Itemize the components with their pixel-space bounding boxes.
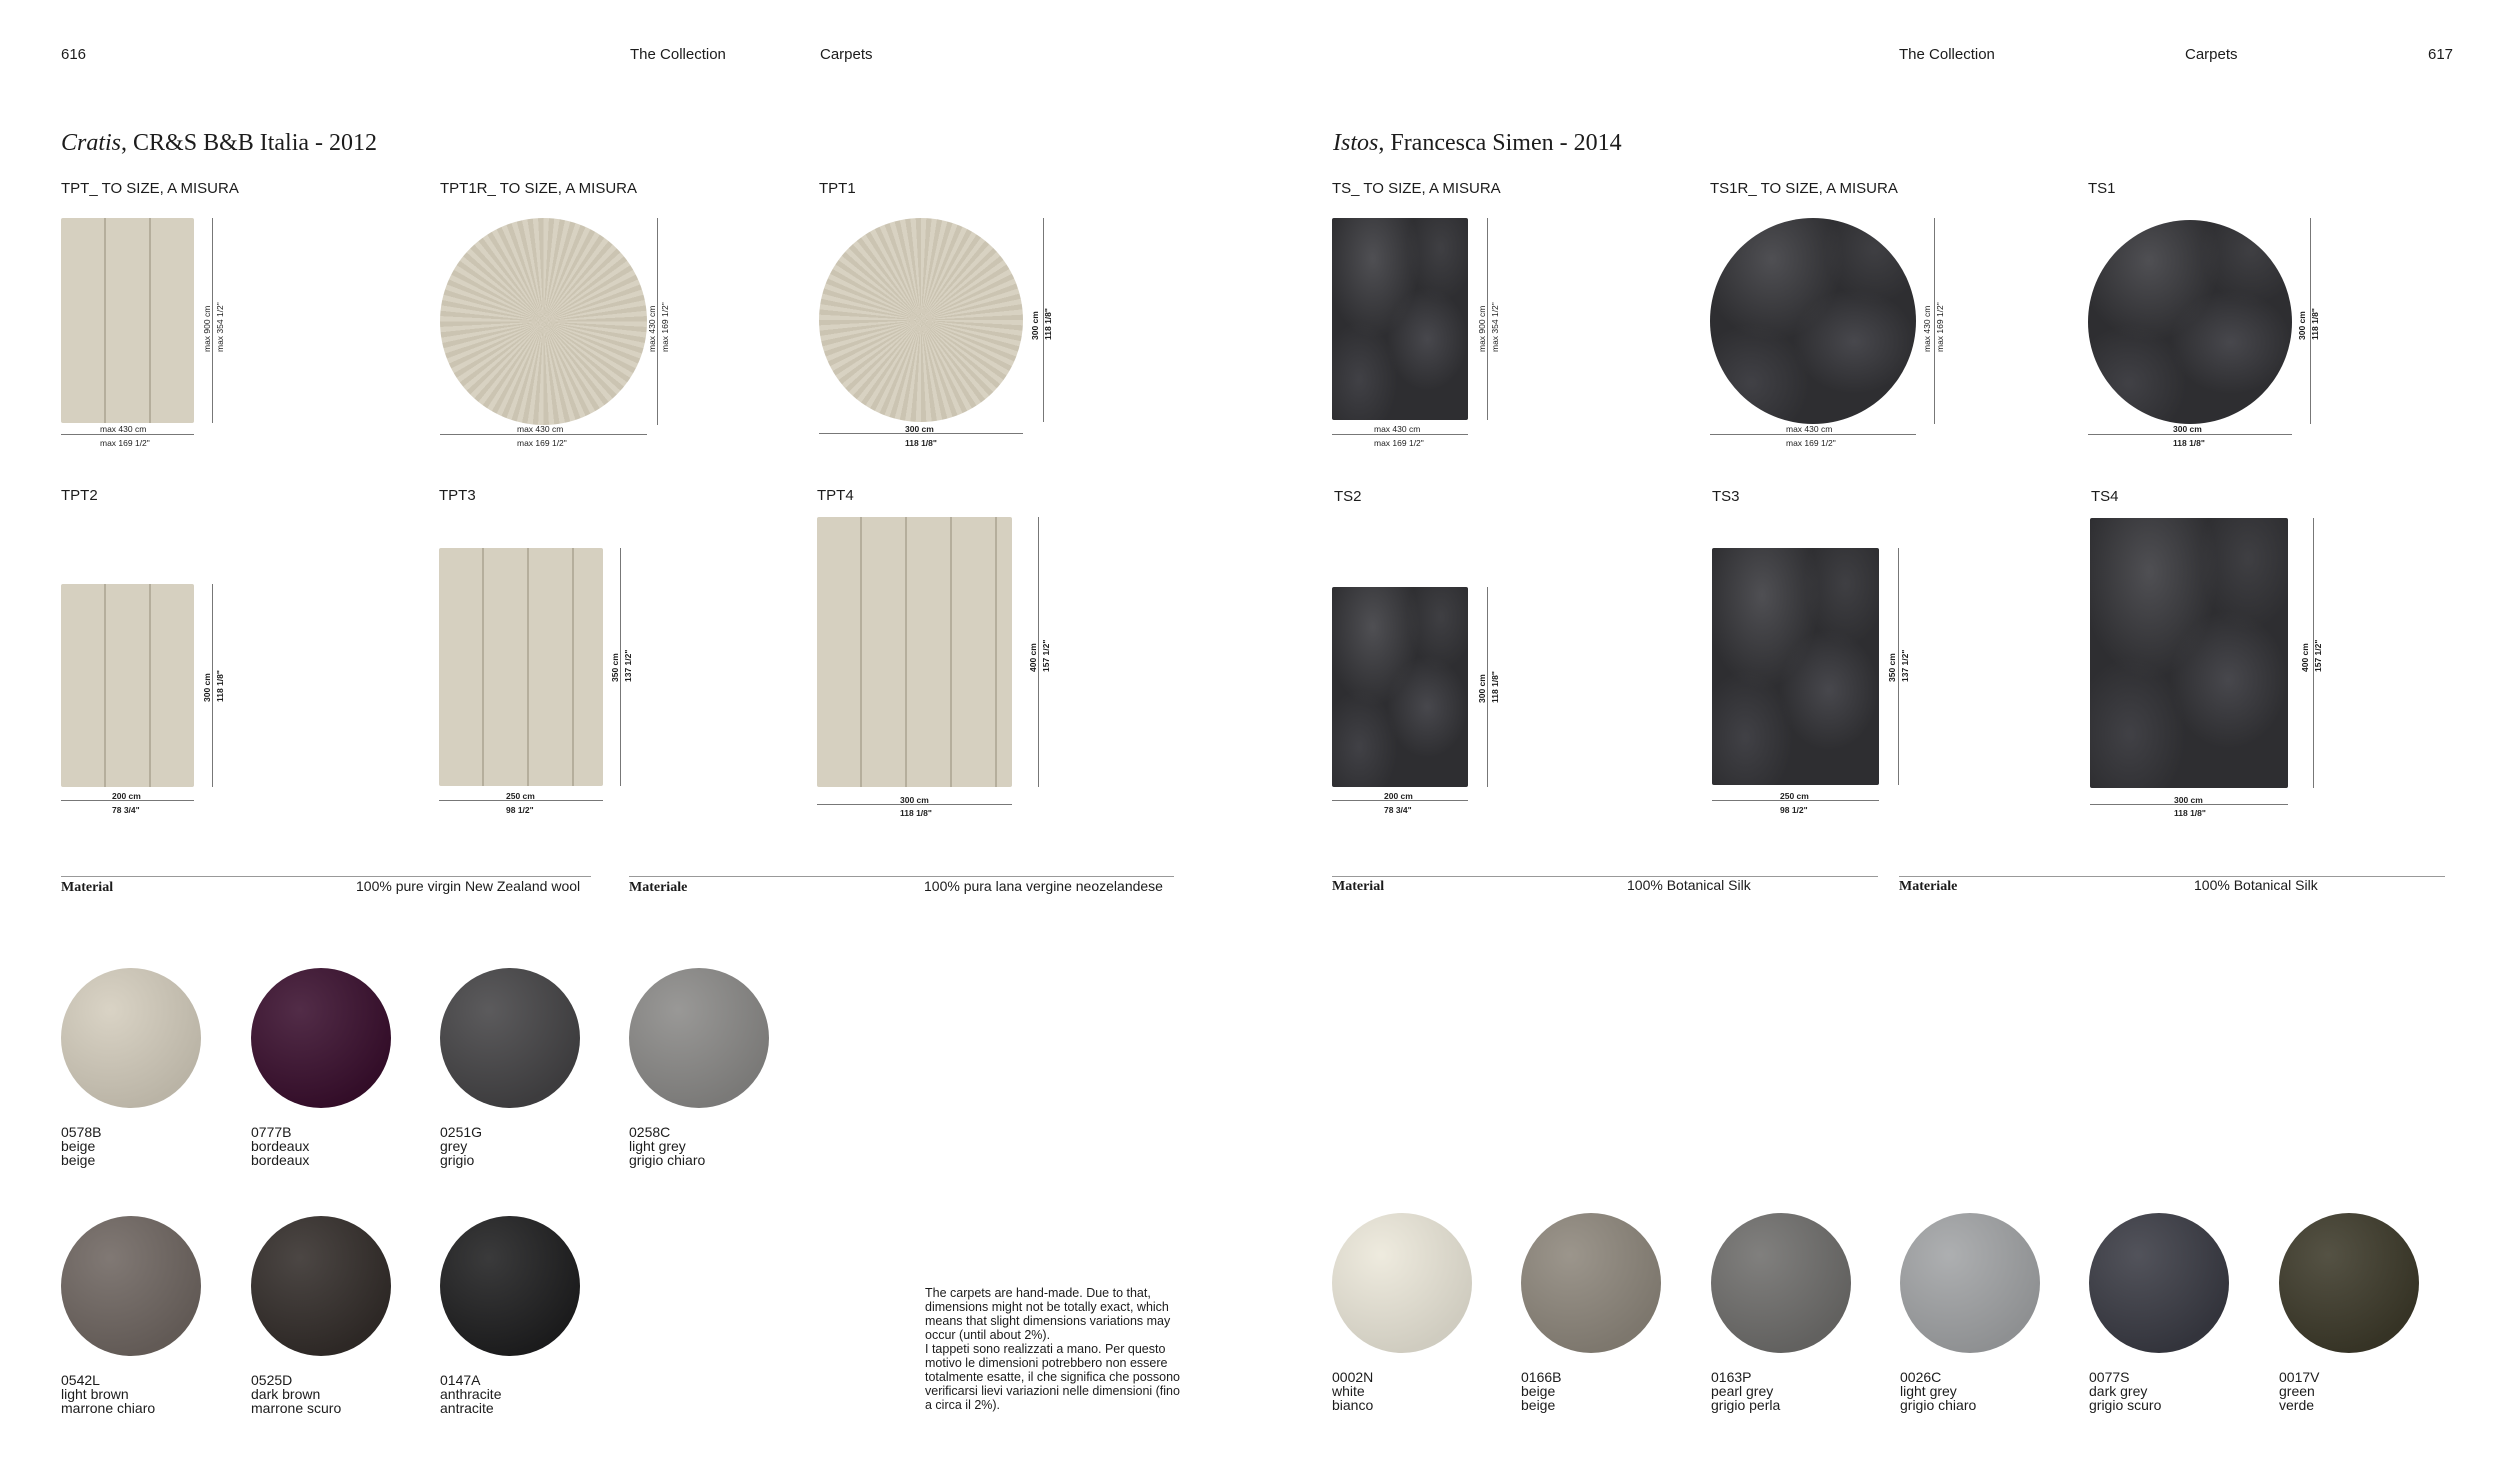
dimension-label: 300 cm [1030, 311, 1040, 340]
rug-image [439, 548, 603, 786]
rug-image [2090, 518, 2288, 788]
dimension-label: 300 cm [2174, 795, 2203, 805]
materiale-value: 100% pura lana vergine neozelandese [924, 878, 1163, 894]
dimension-line [212, 584, 213, 787]
rug-image [2088, 220, 2292, 424]
page-number-left: 616 [61, 46, 87, 63]
swatch-label [1332, 1370, 1373, 1412]
collection-title-left: Cratis, CR&S B&B Italia - 2012 [61, 130, 378, 156]
dimension-line [1487, 587, 1488, 787]
divider [61, 876, 591, 877]
dimension-label: 118 1/8" [2174, 808, 2206, 818]
dimension-label: 300 cm [2297, 311, 2307, 340]
swatch-name-en: beige [1521, 1383, 1556, 1399]
swatch-label [1521, 1370, 1561, 1412]
color-swatch [1332, 1213, 1472, 1353]
swatch-code: 0525D [251, 1372, 293, 1388]
swatch-name-en: beige [61, 1138, 96, 1154]
color-swatch [2089, 1213, 2229, 1353]
swatch-name-it: beige [61, 1152, 96, 1168]
dimension-label: max 354 1/2" [215, 302, 225, 352]
swatch-name-en: dark brown [251, 1386, 321, 1402]
dimension-label: max 169 1/2" [660, 302, 670, 352]
swatch-label [1711, 1370, 1780, 1412]
dimension-label: 300 cm [2173, 424, 2202, 434]
dimension-line [440, 434, 647, 435]
swatch-code: 0147A [440, 1372, 481, 1388]
swatch-name-en: white [1332, 1383, 1365, 1399]
rug-image [61, 218, 194, 423]
swatch-name-en: grey [440, 1138, 468, 1154]
swatch-label [440, 1125, 482, 1167]
dimension-label: 137 1/2" [1900, 649, 1910, 682]
swatch-code: 0077S [2089, 1369, 2130, 1385]
dimension-label: max 430 cm [517, 424, 564, 434]
dimension-label: 300 cm [202, 673, 212, 702]
color-swatch [61, 1216, 201, 1356]
dimension-label: 400 cm [1028, 643, 1038, 672]
swatch-label [61, 1125, 101, 1167]
dimension-label: max 900 cm [1477, 305, 1487, 352]
dimension-label: 250 cm [1780, 791, 1809, 801]
rug-image [440, 218, 647, 425]
materiale-label: Materiale [1899, 879, 1958, 894]
swatch-label [440, 1373, 501, 1415]
swatch-label [2279, 1370, 2319, 1412]
swatch-name-en: light brown [61, 1386, 129, 1402]
swatch-name-it: grigio scuro [2089, 1397, 2162, 1413]
dimension-label: 157 1/2" [1041, 639, 1051, 672]
color-swatch [440, 968, 580, 1108]
swatch-name-it: beige [1521, 1397, 1556, 1413]
swatch-label [251, 1373, 341, 1415]
rug-image [1712, 548, 1879, 785]
handmade-note: The carpets are hand-made. Due to that, dimensions might not be totally exact, which means that slight dimensions variations may occur (until about 2%). I tappeti sono realizzati a mano. Per questo motivo le dimensioni potrebbero non essere totalmente esatte, il che significa che possono verificarsi lievi variazioni nelle dimensioni (fino a circa il 2%). [925, 1286, 1181, 1412]
swatch-name-it: grigio chiaro [629, 1152, 706, 1168]
dimension-label: 118 1/8" [900, 808, 932, 818]
rug-image [819, 218, 1023, 422]
swatch-name-it: marrone scuro [251, 1400, 342, 1416]
dimension-label: 300 cm [905, 424, 934, 434]
swatch-name-it: bianco [1332, 1397, 1374, 1413]
collection-title-right: Istos, Francesca Simen - 2014 [1333, 130, 1622, 156]
material-value: 100% Botanical Silk [1627, 877, 1751, 893]
dimension-label: max 169 1/2" [1935, 302, 1945, 352]
dimension-label: 300 cm [1477, 674, 1487, 703]
dimension-label: 118 1/8" [905, 438, 937, 448]
dimension-line [657, 218, 658, 425]
dimension-line [1898, 548, 1899, 785]
rug-image [1710, 218, 1916, 424]
divider [629, 876, 1174, 877]
dimension-label: max 430 cm [1786, 424, 1833, 434]
swatch-name-en: green [2279, 1383, 2315, 1399]
swatch-name-en: anthracite [440, 1386, 502, 1402]
color-swatch [1711, 1213, 1851, 1353]
product-code: TS_ TO SIZE, A MISURA [1332, 180, 1501, 197]
product-code: TPT4 [817, 487, 854, 504]
dimension-label: 78 3/4" [112, 805, 140, 815]
dimension-label: 118 1/8" [1043, 308, 1053, 340]
product-code: TPT3 [439, 487, 476, 504]
swatch-code: 0163P [1711, 1369, 1752, 1385]
product-code: TS4 [2091, 488, 2119, 505]
dimension-label: 400 cm [2300, 643, 2310, 672]
dimension-line [1487, 218, 1488, 420]
section-label-right: The Collection [1899, 46, 1995, 63]
swatch-name-en: dark grey [2089, 1383, 2148, 1399]
dimension-label: 118 1/8" [2310, 308, 2320, 340]
product-code: TS1 [2088, 180, 2116, 197]
material-label: Material [1332, 879, 1385, 894]
dimension-line [620, 548, 621, 786]
swatch-label [1900, 1370, 1976, 1412]
swatch-name-it: marrone chiaro [61, 1400, 156, 1416]
dimension-label: max 169 1/2" [100, 438, 150, 448]
product-code: TS2 [1334, 488, 1362, 505]
dimension-label: 350 cm [1887, 653, 1897, 682]
swatch-label [61, 1373, 155, 1415]
material-label: Material [61, 880, 114, 895]
color-swatch [629, 968, 769, 1108]
dimension-label: 350 cm [610, 653, 620, 682]
color-swatch [251, 1216, 391, 1356]
page-number-right: 617 [2428, 46, 2454, 63]
color-swatch [1521, 1213, 1661, 1353]
dimension-line [61, 434, 194, 435]
category-label-right: Carpets [2185, 46, 2238, 63]
product-code: TPT1 [819, 180, 856, 197]
swatch-name-en: light grey [629, 1138, 686, 1154]
swatch-name-en: pearl grey [1711, 1383, 1774, 1399]
category-label-left: Carpets [820, 46, 873, 63]
dimension-label: 118 1/8" [215, 670, 225, 702]
materiale-label: Materiale [629, 880, 688, 895]
swatch-code: 0026C [1900, 1369, 1942, 1385]
color-swatch [1900, 1213, 2040, 1353]
swatch-name-it: antracite [440, 1400, 494, 1416]
swatch-code: 0166B [1521, 1369, 1562, 1385]
swatch-code: 0578B [61, 1124, 102, 1140]
dimension-line [2088, 434, 2292, 435]
rug-image [817, 517, 1012, 787]
dimension-label: 200 cm [1384, 791, 1413, 801]
swatch-name-en: bordeaux [251, 1138, 310, 1154]
product-code: TS1R_ TO SIZE, A MISURA [1710, 180, 1898, 197]
swatch-name-it: verde [2279, 1397, 2315, 1413]
product-code: TPT_ TO SIZE, A MISURA [61, 180, 239, 197]
dimension-label: max 169 1/2" [1374, 438, 1424, 448]
dimension-label: 157 1/2" [2313, 639, 2323, 672]
dimension-label: 118 1/8" [1490, 671, 1500, 703]
color-swatch [251, 968, 391, 1108]
swatch-name-it: grigio chiaro [1900, 1397, 1977, 1413]
swatch-code: 0017V [2279, 1369, 2320, 1385]
rug-image [61, 584, 194, 787]
dimension-line [1038, 517, 1039, 787]
dimension-label: 300 cm [900, 795, 929, 805]
swatch-code: 0777B [251, 1124, 292, 1140]
swatch-label [2089, 1370, 2161, 1412]
dimension-label: max 430 cm [647, 305, 657, 352]
swatch-name-it: grigio [440, 1152, 475, 1168]
color-swatch [61, 968, 201, 1108]
product-code: TS3 [1712, 488, 1740, 505]
dimension-label: 98 1/2" [1780, 805, 1808, 815]
dimension-line [1332, 434, 1468, 435]
swatch-name-it: bordeaux [251, 1152, 310, 1168]
product-code: TPT2 [61, 487, 98, 504]
color-swatch [2279, 1213, 2419, 1353]
dimension-label: 78 3/4" [1384, 805, 1412, 815]
divider [1899, 876, 2445, 877]
dimension-label: max 430 cm [1374, 424, 1421, 434]
material-value: 100% pure virgin New Zealand wool [356, 878, 581, 894]
dimension-label: 250 cm [506, 791, 535, 801]
dimension-label: max 169 1/2" [1786, 438, 1836, 448]
swatch-label [251, 1125, 309, 1167]
dimension-label: max 900 cm [202, 305, 212, 352]
divider [1332, 876, 1878, 877]
dimension-line [212, 218, 213, 423]
rug-image [1332, 587, 1468, 787]
rug-image [1332, 218, 1468, 420]
swatch-code: 0258C [629, 1124, 671, 1140]
swatch-code: 0002N [1332, 1369, 1374, 1385]
dimension-label: 200 cm [112, 791, 141, 801]
dimension-label: max 354 1/2" [1490, 302, 1500, 352]
swatch-name-it: grigio perla [1711, 1397, 1781, 1413]
product-code: TPT1R_ TO SIZE, A MISURA [440, 180, 637, 197]
swatch-code: 0251G [440, 1124, 483, 1140]
swatch-label [629, 1125, 705, 1167]
dimension-label: max 430 cm [1922, 305, 1932, 352]
section-label-left: The Collection [630, 46, 726, 63]
dimension-label: max 169 1/2" [517, 438, 567, 448]
materiale-value: 100% Botanical Silk [2194, 877, 2318, 893]
color-swatch [440, 1216, 580, 1356]
dimension-label: 118 1/8" [2173, 438, 2205, 448]
dimension-label: 98 1/2" [506, 805, 534, 815]
swatch-code: 0542L [61, 1372, 100, 1388]
swatch-name-en: light grey [1900, 1383, 1957, 1399]
dimension-label: max 430 cm [100, 424, 147, 434]
dimension-label: 137 1/2" [623, 649, 633, 682]
dimension-line [1710, 434, 1916, 435]
